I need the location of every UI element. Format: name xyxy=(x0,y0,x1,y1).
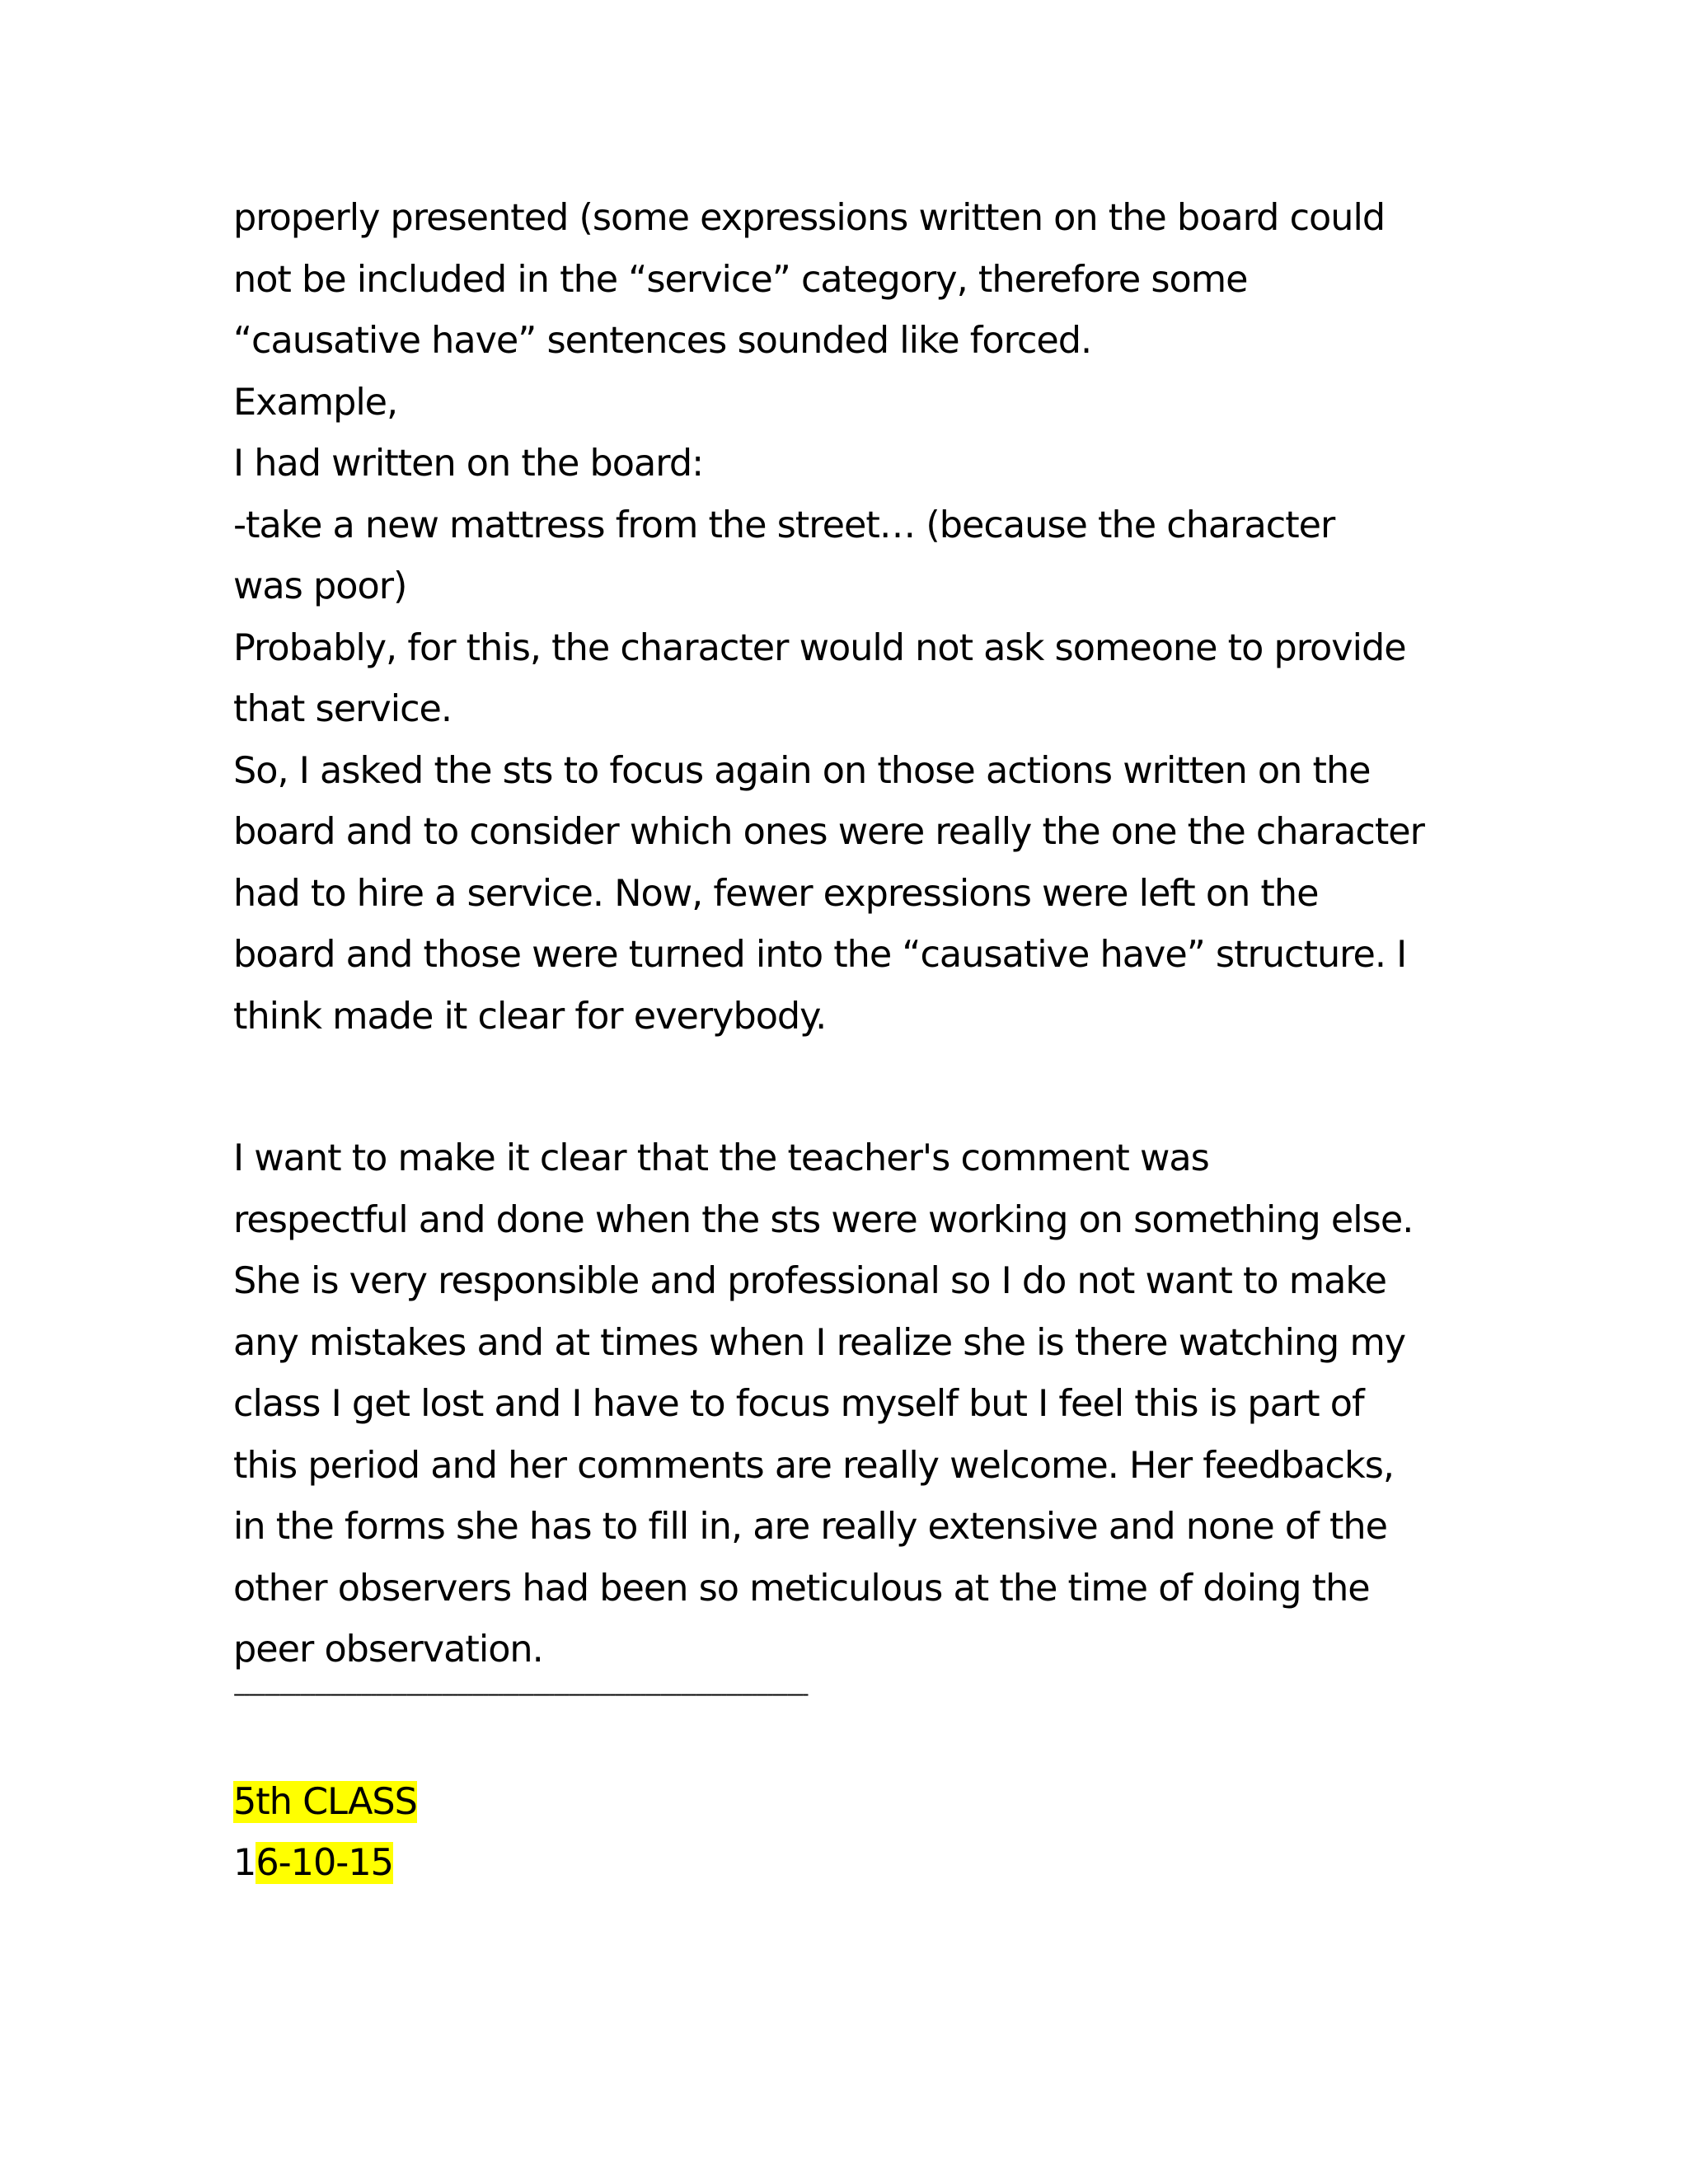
text-line: class I get lost and I have to focus myself but I feel this is part of xyxy=(233,1383,1364,1425)
date-highlighted: 6-10-15 xyxy=(256,1842,393,1884)
text-line: other observers had been so meticulous at the time of doing the xyxy=(233,1567,1370,1610)
text-line: respectful and done when the sts were working on something else. xyxy=(233,1198,1414,1241)
text-line: So, I asked the sts to focus again on those actions written on the xyxy=(233,749,1371,792)
text-line: had to hire a service. Now, fewer expressions were left on the xyxy=(233,872,1319,915)
paragraph-lesson-notes xyxy=(233,188,1486,1047)
text-line: I had written on the board: xyxy=(233,443,704,485)
text-line: I want to make it clear that the teacher's comment was xyxy=(233,1137,1209,1179)
section-heading-text: 5th CLASS xyxy=(233,1780,417,1823)
text-line: “causative have” sentences sounded like forced. xyxy=(233,320,1092,362)
text-line: peer observation. xyxy=(233,1629,543,1671)
text-line: that service. xyxy=(233,688,452,730)
section-heading xyxy=(233,1772,1486,1834)
text-line: think made it clear for everybody. xyxy=(233,995,827,1038)
text-line: was poor) xyxy=(233,565,407,607)
paragraph-spacer xyxy=(233,1047,1486,1128)
text-line: Probably, for this, the character would not ask someone to provide xyxy=(233,626,1406,669)
date-prefix: 1 xyxy=(233,1842,256,1884)
text-line: Example, xyxy=(233,381,398,424)
text-line: She is very responsible and professional so I do not want to make xyxy=(233,1260,1386,1302)
text-line: board and those were turned into the “causative have” structure. I xyxy=(233,934,1407,976)
dashed-divider: ----------------------------------------------------------------------------------------------------------------- xyxy=(233,1681,808,1705)
text-line: board and to consider which ones were really the one the character xyxy=(233,811,1424,853)
document-body xyxy=(233,188,1486,1895)
text-line: any mistakes and at times when I realize she is there watching my xyxy=(233,1321,1406,1364)
text-line: properly presented (some expressions written on the board could xyxy=(233,197,1386,239)
text-line: in the forms she has to fill in, are really extensive and none of the xyxy=(233,1506,1387,1548)
paragraph-observer-comment xyxy=(233,1128,1486,1681)
text-line: this period and her comments are really welcome. Her feedbacks, xyxy=(233,1444,1395,1487)
class-date xyxy=(233,1833,1486,1895)
text-line: not be included in the “service” category, therefore some xyxy=(233,258,1248,301)
text-line: -take a new mattress from the street… (because the character xyxy=(233,504,1335,546)
section-spacer xyxy=(233,1722,1486,1772)
